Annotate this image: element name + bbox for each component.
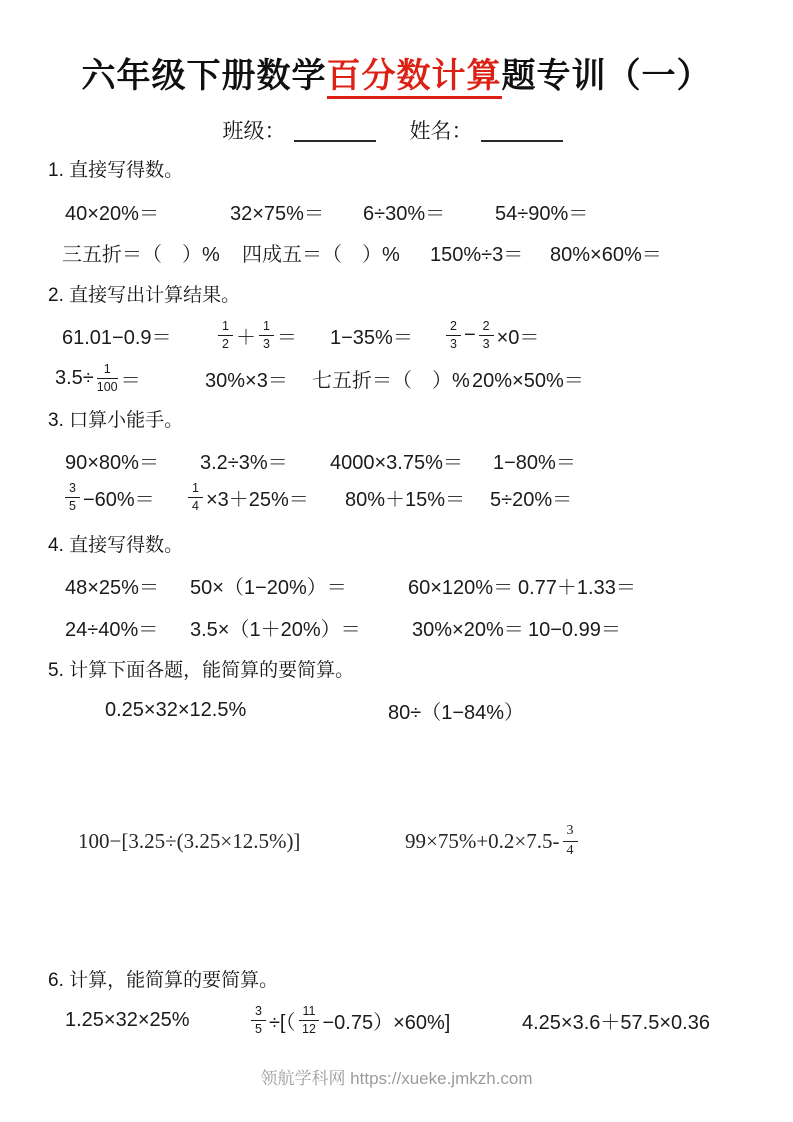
math-expression [242,229,400,275]
fraction-denominator: 5 [255,1021,262,1036]
fraction [97,362,118,394]
student-info-line [0,115,793,145]
math-expression [430,229,523,275]
expression-text: 54÷90%＝ [495,202,589,225]
expression-text: 1−35%＝ [330,326,413,349]
math-expression [472,355,584,401]
expression-text: 80%×60%＝ [550,243,662,266]
fraction [259,319,274,351]
fraction-denominator: 3 [450,336,457,351]
math-expression [215,312,297,358]
fraction-denominator: 100 [96,379,118,394]
expression-text: 四成五＝（ ）% [242,243,400,266]
fraction-numerator: 1 [218,319,233,335]
expression-text: 1.25×32×25% [65,1008,190,1031]
math-expression [495,188,588,234]
expression-text: 七五折＝（ ）% [312,369,470,392]
fraction-numerator: 1 [188,481,203,497]
math-expression [412,604,524,650]
math-expression [550,229,662,275]
fraction [479,319,494,351]
expression-text: ×3＋25%＝ [205,488,309,511]
title-highlight: 百分数计算 [327,57,502,99]
expression-text: 5÷20%＝ [490,488,573,511]
math-expression [388,687,524,733]
expression-text: 48×25%＝ [65,576,159,599]
expression-text: 4000×3.75%＝ [330,451,463,474]
class-blank [294,120,376,142]
expression-text: 3.2÷3%＝ [200,451,288,474]
fraction-numerator: 3 [65,481,80,497]
math-expression [62,312,172,358]
expression-text: 4.25×3.6＋57.5×0.36 [522,1011,710,1034]
fraction [251,1004,266,1036]
expression-row [0,229,793,275]
expression-row [0,312,793,358]
math-expression [190,604,361,650]
math-expression [345,474,465,520]
math-expression [490,474,572,520]
math-expression [330,312,413,358]
math-expression [443,312,539,358]
fraction [563,823,578,858]
section-heading: 3. 口算小能手。 [48,410,184,431]
expression-row [0,687,793,733]
fraction [299,1004,320,1036]
expression-text: 32×75%＝ [230,202,324,225]
math-expression [408,562,513,608]
expression-text: 0.77＋1.33＝ [518,576,636,599]
fraction-denominator: 2 [222,336,229,351]
expression-text: 99×75%+0.2×7.5- [405,828,560,853]
expression-text: −60%＝ [82,488,155,511]
math-expression [55,355,141,401]
math-expression [528,604,621,650]
expression-text: 100−[3.25÷(3.25×12.5%)] [78,828,301,853]
fraction [65,481,80,513]
fraction-denominator: 3 [262,336,270,351]
fraction-denominator: 12 [302,1021,316,1036]
math-expression [62,474,155,520]
expression-text: 3.5÷ [55,366,94,389]
math-expression [65,997,190,1043]
expression-text: 40×20%＝ [65,202,159,225]
expression-text: 0.25×32×12.5% [105,698,247,721]
fraction [188,481,203,513]
expression-row [0,355,793,401]
math-expression [65,604,158,650]
expression-row [0,562,793,608]
expression-text: 三五折＝（ ）% [62,243,220,266]
math-expression [62,229,220,275]
fraction-numerator: 2 [479,319,494,335]
expression-row [0,188,793,234]
expression-text: 80%＋15%＝ [345,488,466,511]
math-expression [522,997,710,1043]
expression-text: ＝ [120,369,141,392]
math-expression [78,818,300,864]
fraction [446,319,461,351]
footer-watermark: 领航学科网 https://xueke.jmkzh.com [260,1069,533,1088]
expression-text: 1−80%＝ [493,451,576,474]
expression-text: 30%×3＝ [205,369,288,392]
fraction-denominator: 5 [69,498,76,513]
expression-text: 60×120%＝ [408,576,514,599]
fraction-denominator: 3 [482,336,490,351]
fraction-numerator: 3 [251,1004,266,1020]
title-post: 题专训（一） [501,57,712,95]
expression-text: 24÷40%＝ [65,618,159,641]
expression-text: 6÷30%＝ [363,202,446,225]
math-expression [190,562,347,608]
expression-text: ＝ [276,326,297,349]
section-heading: 6. 计算，能简算的要简算。 [48,970,279,991]
expression-text: 30%×20%＝ [412,618,524,641]
math-expression [363,188,445,234]
math-expression [205,355,288,401]
expression-text: −0.75）×60%] [322,1011,451,1034]
expression-text: 20%×50%＝ [472,369,584,392]
fraction-numerator: 2 [446,319,461,335]
expression-text: 3.5×（1＋20%）＝ [190,618,361,641]
math-expression [248,997,450,1043]
name-label: 姓名： [409,120,473,143]
section-heading: 1. 直接写得数。 [48,160,184,181]
fraction-denominator: 4 [192,498,199,513]
expression-text: 80÷（1−84%） [388,701,525,724]
expression-text: ×0＝ [496,326,540,349]
fraction-numerator: 1 [259,319,274,335]
section-heading: 2. 直接写出计算结果。 [48,285,241,306]
fraction-numerator: 1 [97,362,118,378]
expression-row [0,997,793,1043]
fraction [218,319,233,351]
fraction-denominator: 4 [566,842,574,858]
expression-text: ＋ [235,326,256,349]
class-label: 班级： [222,120,286,143]
section-heading: 4. 直接写得数。 [48,535,184,556]
fraction-numerator: 3 [563,823,578,841]
expression-text: 10−0.99＝ [528,618,621,641]
expression-row [0,818,793,864]
title-pre: 六年级下册数学 [81,57,327,95]
expression-text: − [463,323,476,346]
section-heading: 5. 计算下面各题，能简算的要简算。 [48,660,355,681]
expression-text: 50×（1−20%）＝ [190,576,347,599]
expression-text: 61.01−0.9＝ [62,326,172,349]
expression-text: 90×80%＝ [65,451,159,474]
math-expression [405,818,581,864]
expression-row [0,474,793,520]
name-blank [481,120,563,142]
expression-row [0,604,793,650]
page-title [0,48,793,97]
math-expression [230,188,324,234]
math-expression [65,188,159,234]
math-expression [518,562,636,608]
expression-text: 150%÷3＝ [430,243,524,266]
math-expression [185,474,309,520]
math-expression [65,562,159,608]
fraction-numerator: 11 [299,1004,320,1020]
math-expression [105,687,246,733]
math-expression [312,355,470,401]
expression-text: ÷[（ [268,1011,296,1034]
